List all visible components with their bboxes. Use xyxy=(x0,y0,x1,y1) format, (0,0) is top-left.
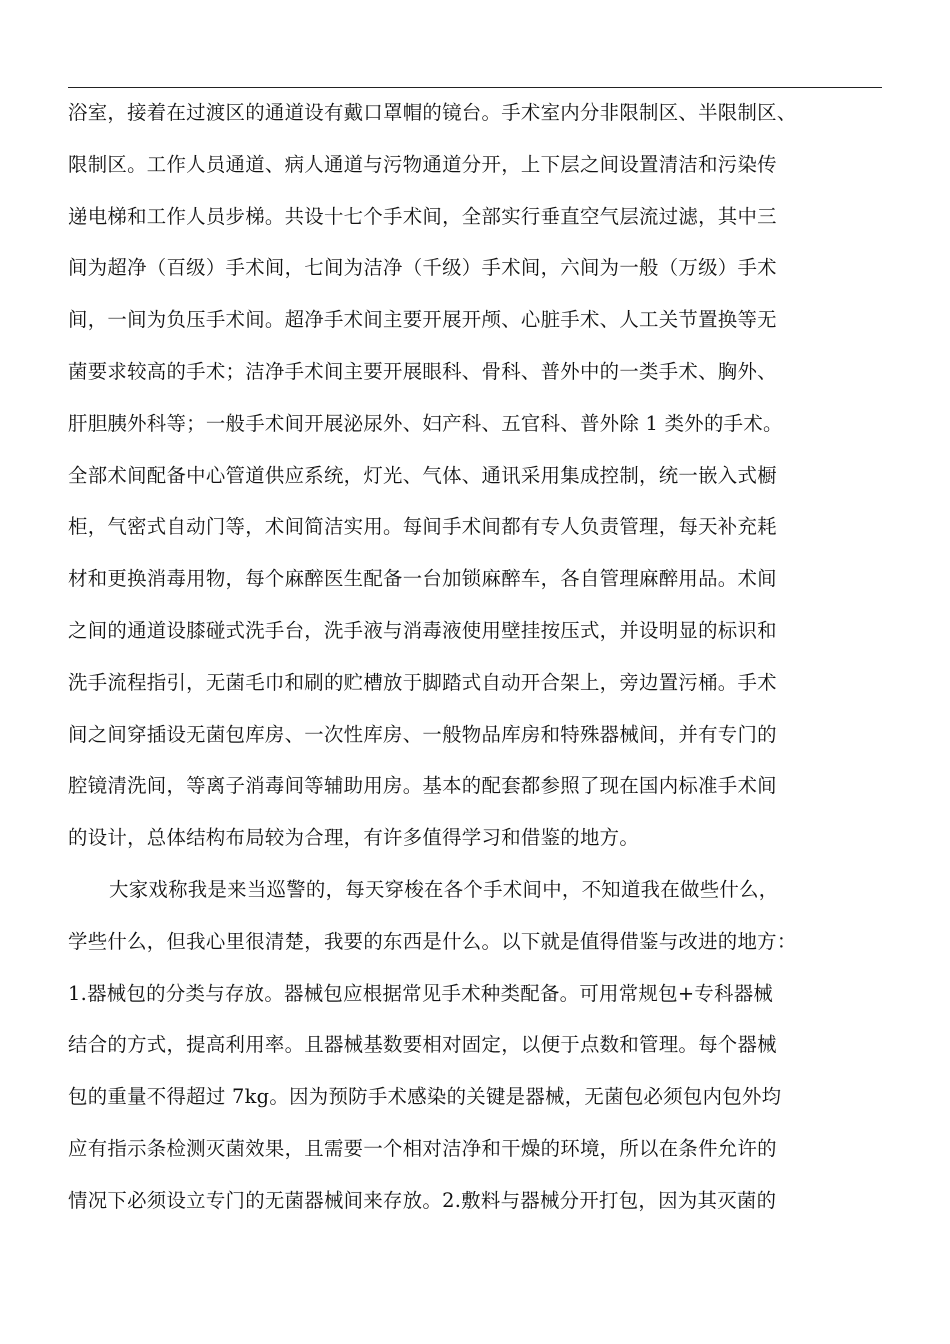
text-line: 菌要求较高的手术；洁净手术间主要开展眼科、骨科、普外中的一类手术、胸外、 xyxy=(68,359,777,383)
paragraph-start-line: 大家戏称我是来当巡警的，每天穿梭在各个手术间中，不知道我在做些什么， xyxy=(109,877,779,901)
text-line: 限制区。工作人员通道、病人通道与污物通道分开，上下层之间设置清洁和污染传 xyxy=(68,152,777,176)
text-line: 腔镜清洗间，等离子消毒间等辅助用房。基本的配套都参照了现在国内标准手术间 xyxy=(68,774,777,798)
body-text xyxy=(68,87,898,1227)
text-line: 洗手流程指引，无菌毛巾和刷的贮槽放于脚踏式自动开合架上，旁边置污桶。手术 xyxy=(68,670,777,694)
text-line: 的设计，总体结构布局较为合理，有许多值得学习和借鉴的地方。 xyxy=(68,826,640,850)
text-line: 学些什么，但我心里很清楚，我要的东西是什么。以下就是值得借鉴与改进的地方： xyxy=(68,929,797,953)
text-line: 浴室，接着在过渡区的通道设有戴口罩帽的镜台。手术室内分非限制区、半限制区、 xyxy=(68,101,797,124)
text-line: 间，一间为负压手术间。超净手术间主要开展开颅、心脏手术、人工关节置换等无 xyxy=(68,308,777,332)
text-line: 情况下必须设立专门的无菌器械间来存放。2.敷料与器械分开打包，因为其灭菌的 xyxy=(68,1188,777,1212)
text-line: 应有指示条检测灭菌效果，且需要一个相对洁净和干燥的环境，所以在条件允许的 xyxy=(68,1136,777,1160)
text-line: 间为超净（百级）手术间，七间为洁净（千级）手术间，六间为一般（万级）手术 xyxy=(68,256,777,280)
text-line: 结合的方式，提高利用率。且器械基数要相对固定，以便于点数和管理。每个器械 xyxy=(68,1033,777,1057)
text-line: 肝胆胰外科等；一般手术间开展泌尿外、妇产科、五官科、普外除 1 类外的手术。 xyxy=(68,411,783,435)
text-line: 包的重量不得超过 7kg。因为预防手术感染的关键是器械，无菌包必须包内包外均 xyxy=(68,1085,782,1109)
text-line: 柜，气密式自动门等，术间简洁实用。每间手术间都有专人负责管理，每天补充耗 xyxy=(68,515,777,539)
text-line: 之间的通道设膝碰式洗手台，洗手液与消毒液使用壁挂按压式，并设明显的标识和 xyxy=(68,618,777,642)
text-line: 全部术间配备中心管道供应系统，灯光、气体、通讯采用集成控制，统一嵌入式橱 xyxy=(68,463,777,487)
text-line: 材和更换消毒用物，每个麻醉医生配备一台加锁麻醉车，各自管理麻醉用品。术间 xyxy=(68,567,777,591)
text-line: 递电梯和工作人员步梯。共设十七个手术间，全部实行垂直空气层流过滤，其中三 xyxy=(68,204,777,228)
text-line: 间之间穿插设无菌包库房、一次性库房、一般物品库房和特殊器械间，并有专门的 xyxy=(68,722,777,746)
text-line: 1.器械包的分类与存放。器械包应根据常见手术种类配备。可用常规包+专科器械 xyxy=(68,981,774,1005)
